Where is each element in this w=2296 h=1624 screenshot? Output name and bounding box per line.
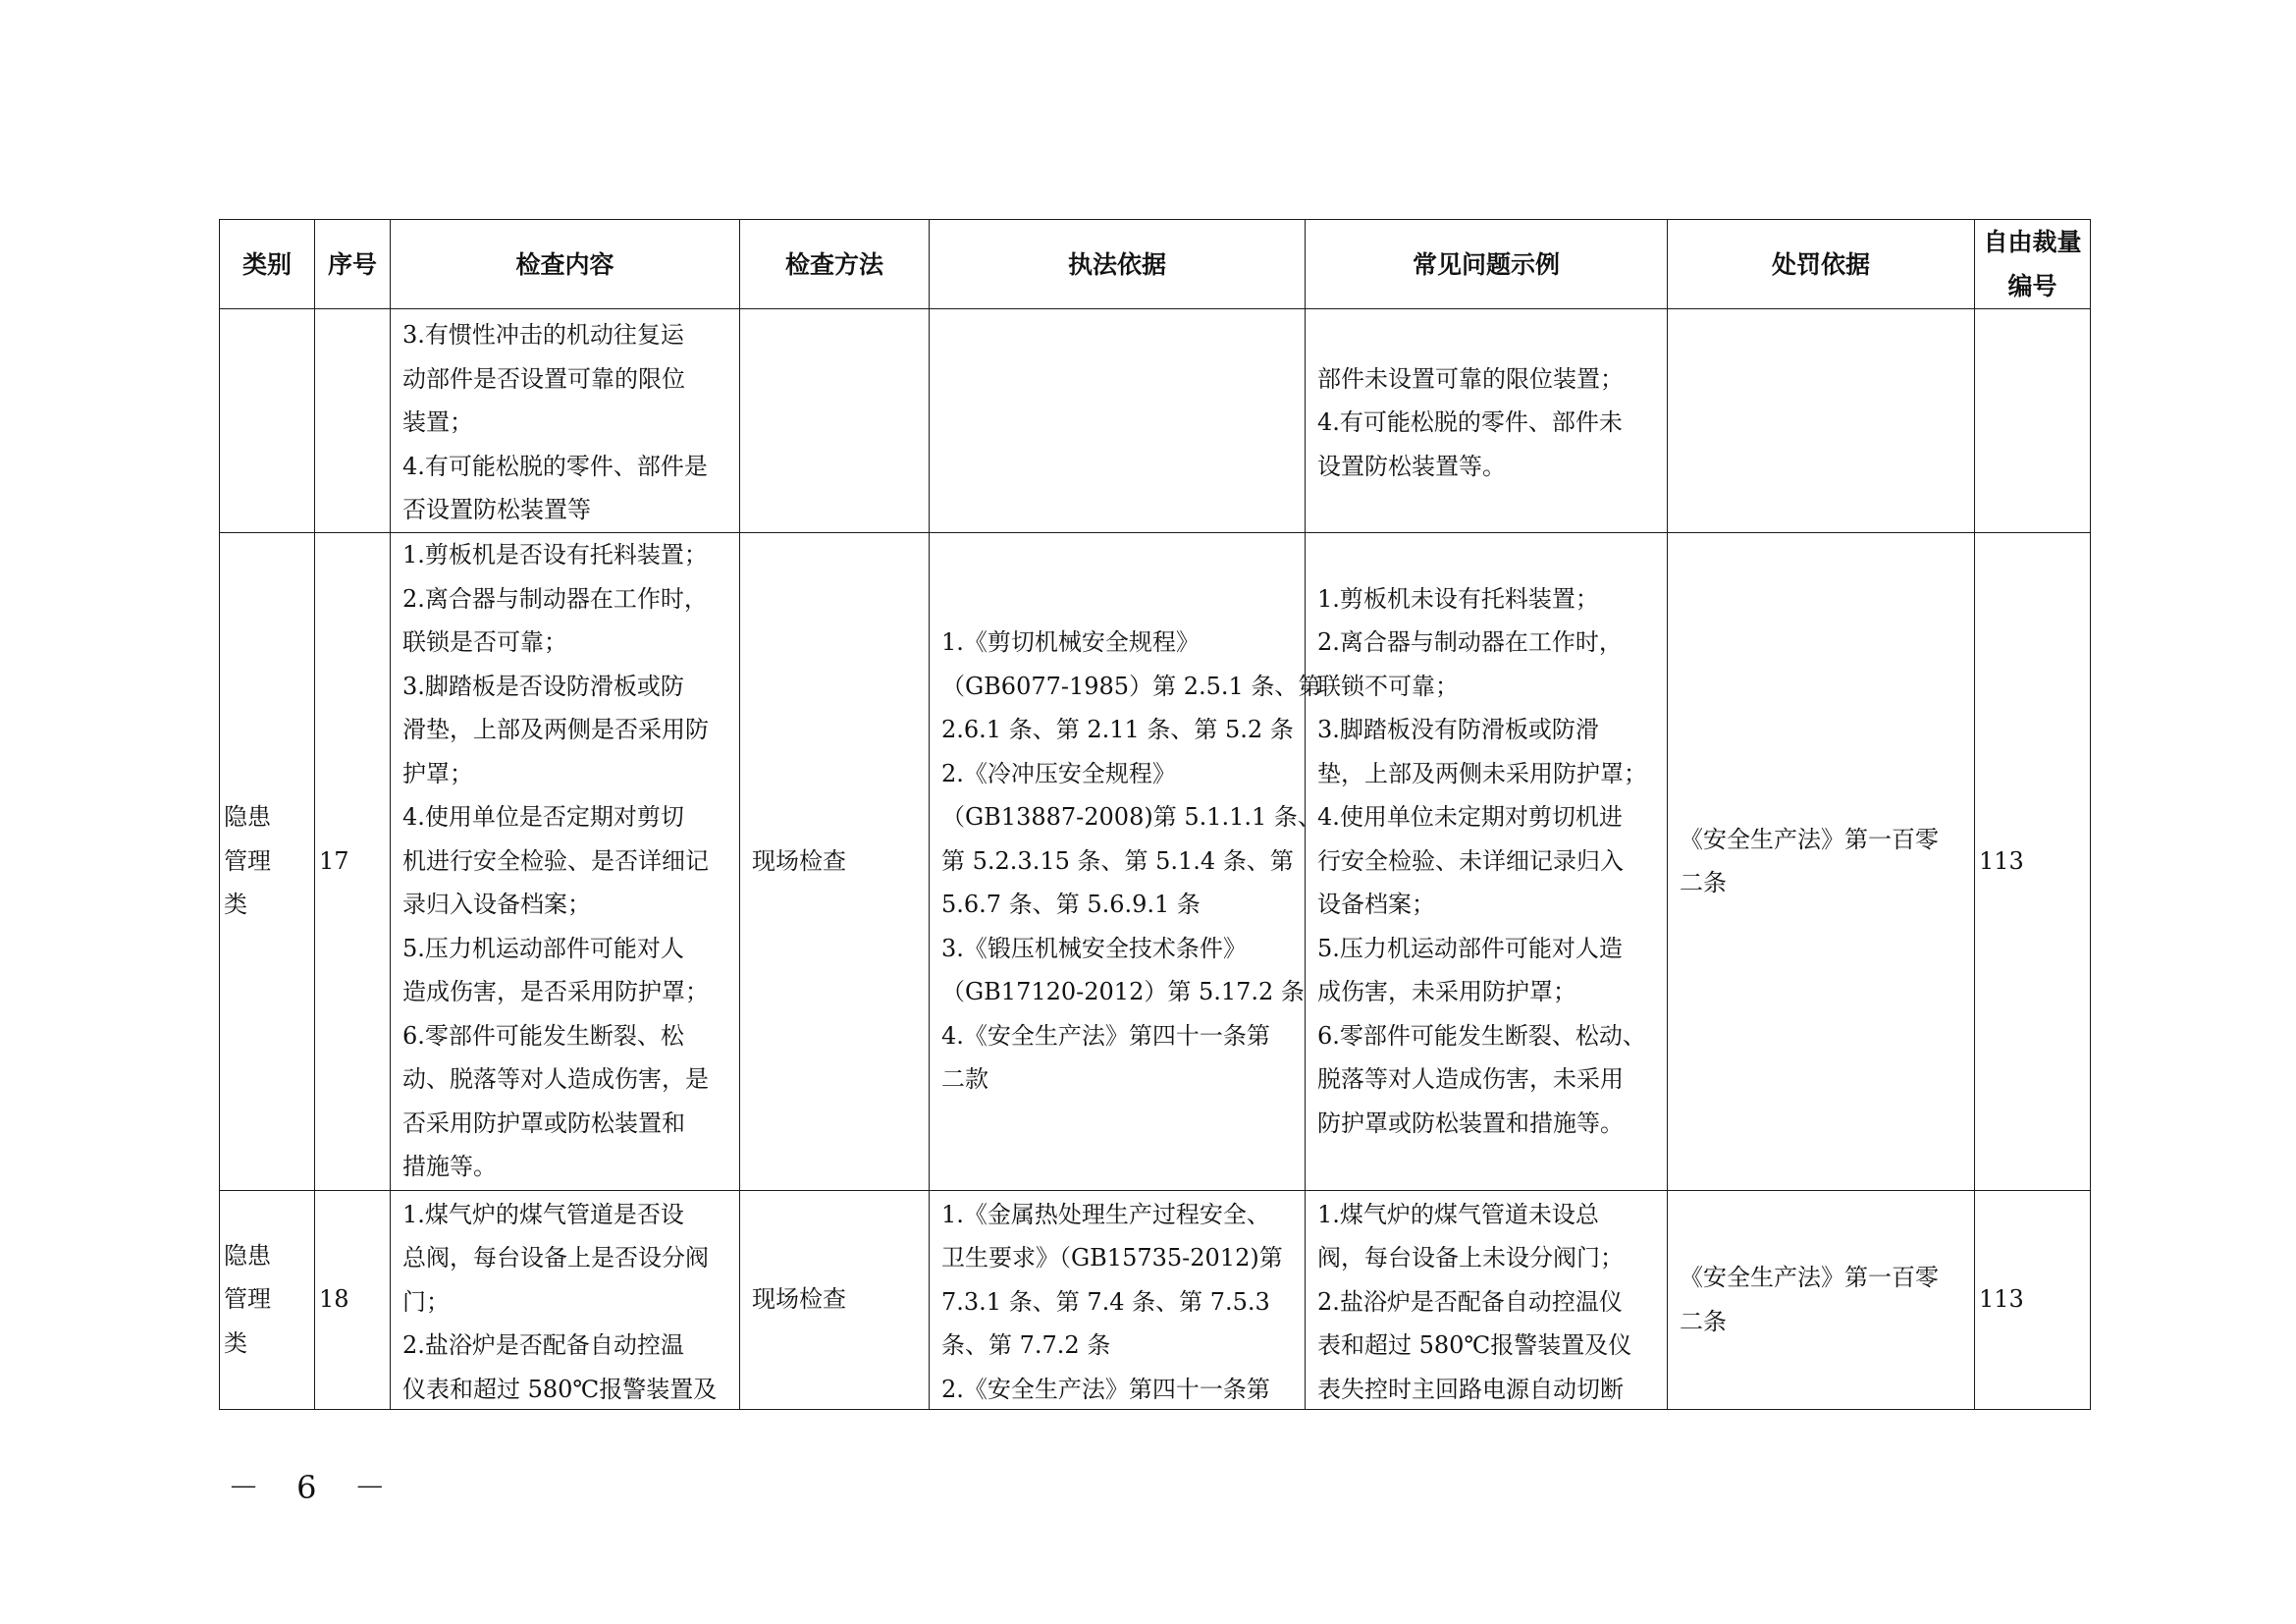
cell-line: 5.压力机运动部件可能对人 — [402, 934, 684, 962]
cell-content — [391, 532, 740, 1190]
header-penalty — [1668, 220, 1975, 309]
cell-penalty — [1668, 309, 1975, 533]
cell-line: 动部件是否设置可靠的限位 — [402, 364, 685, 393]
cell-line: 类别 — [241, 249, 292, 279]
cell-seq — [315, 309, 391, 533]
cell-line: 造成伤害，是否采用防护罩； — [402, 978, 709, 1006]
cell-line: 4.《安全生产法》第四十一条第 — [941, 1021, 1270, 1050]
cell-line: 设置防松装置等。 — [1317, 452, 1506, 480]
cell-penalty — [1668, 1190, 1975, 1409]
cell-line: 2.《冷冲压安全规程》 — [941, 759, 1176, 787]
cell-line: 2.盐浴炉是否配备自动控温仪 — [1317, 1287, 1623, 1316]
cell-line: 3.脚踏板是否设防滑板或防 — [402, 672, 684, 700]
cell-category — [220, 309, 315, 533]
header-content — [391, 220, 740, 309]
page-number: － 6 － — [228, 1469, 400, 1506]
cell-line: 总阀，每台设备上是否设分阀 — [402, 1244, 709, 1272]
cell-line: 18 — [319, 1285, 349, 1314]
cell-line: 动、脱落等对人造成伤害，是 — [402, 1065, 709, 1094]
cell-line: 113 — [1979, 1285, 2024, 1314]
cell-category — [220, 532, 315, 1190]
inspection-table — [219, 219, 2091, 1410]
table-header-row — [220, 220, 2091, 309]
cell-line: （GB13887-2008)第 5.1.1.1 条、 — [941, 803, 1321, 832]
cell-line: 仪表和超过 580℃报警装置及 — [402, 1375, 718, 1403]
cell-discretion — [1975, 1190, 2091, 1409]
cell-line: 自由裁 — [1983, 228, 2057, 256]
cell-line: 《安全生产法》第一百零 — [1680, 825, 1939, 853]
cell-line: 管理 — [224, 1285, 271, 1314]
cell-line: 2.盐浴炉是否配备自动控温 — [402, 1331, 684, 1359]
cell-line: 类 — [224, 1328, 247, 1357]
cell-line: 2.6.1 条、第 2.11 条、第 5.2 条 — [941, 716, 1294, 744]
cell-line: 垫，上部及两侧未采用防护罩； — [1317, 759, 1647, 787]
cell-line: 《安全生产法》第一百零 — [1680, 1264, 1939, 1291]
cell-line: 6.零部件可能发生断裂、松 — [402, 1021, 684, 1050]
cell-line: 护罩； — [402, 759, 473, 787]
cell-line: 脱落等对人造成伤害，未采用 — [1317, 1065, 1624, 1094]
cell-line: 3.有惯性冲击的机动往复运 — [402, 321, 684, 349]
cell-line: 第 5.2.3.15 条、第 5.1.4 条、第 — [941, 846, 1294, 875]
cell-line: 二款 — [941, 1065, 988, 1094]
cell-examples — [1306, 309, 1668, 533]
cell-line: 1.剪板机是否设有托料装置； — [402, 541, 708, 569]
cell-line: 卫生要求》（GB15735-2012)第 — [941, 1244, 1283, 1272]
cell-content — [391, 1190, 740, 1409]
table-row — [220, 1190, 2091, 1409]
cell-line: 装置； — [402, 408, 473, 436]
cell-line: 行安全检验、未详细记录归入 — [1317, 846, 1624, 875]
cell-line: 1.《金属热处理生产过程安全、 — [941, 1200, 1270, 1228]
cell-line: 防护罩或防松装置和措施等。 — [1317, 1109, 1624, 1137]
cell-examples — [1306, 532, 1668, 1190]
cell-line: 4.有可能松脱的零件、部件是 — [402, 452, 708, 480]
cell-line: 阀，每台设备上未设分阀门； — [1317, 1244, 1624, 1272]
cell-line: 类 — [224, 891, 247, 919]
header-basis — [930, 220, 1306, 309]
cell-line: 表和超过 580℃报警装置及仪 — [1317, 1331, 1632, 1359]
table-row — [220, 309, 2091, 533]
cell-seq — [315, 532, 391, 1190]
cell-line: 否设置防松装置等 — [402, 496, 591, 523]
cell-line: 1.《剪切机械安全规程》 — [941, 628, 1200, 657]
cell-line: 录归入设备档案； — [402, 891, 591, 919]
cell-line: 1.剪板机未设有托料装置； — [1317, 584, 1599, 613]
cell-seq — [315, 1190, 391, 1409]
cell-line: 设备档案； — [1317, 891, 1435, 919]
cell-line: 6.零部件可能发生断裂、松动、 — [1317, 1021, 1646, 1050]
cell-line: 113 — [1979, 846, 2024, 875]
cell-method — [740, 1190, 930, 1409]
cell-line: （GB6077-1985）第 2.5.1 条、第 — [941, 672, 1322, 700]
cell-line: 检查内容 — [515, 249, 614, 279]
cell-line: 3.脚踏板没有防滑板或防滑 — [1317, 716, 1599, 744]
cell-category — [220, 1190, 315, 1409]
cell-line: 现场检查 — [752, 846, 846, 875]
cell-line: 机进行安全检验、是否详细记 — [402, 846, 709, 875]
header-examples — [1306, 220, 1668, 309]
cell-line: 二条 — [1680, 869, 1727, 896]
cell-line: 条、第 7.7.2 条 — [941, 1331, 1111, 1359]
cell-line: 管理 — [224, 846, 271, 875]
cell-discretion — [1975, 309, 2091, 533]
cell-line: 措施等。 — [402, 1153, 497, 1181]
header-seq — [315, 220, 391, 309]
cell-line: 5.6.7 条、第 5.6.9.1 条 — [941, 891, 1201, 919]
cell-line: 检查方法 — [784, 249, 883, 279]
cell-content — [391, 309, 740, 533]
cell-line: 处罚依据 — [1771, 249, 1870, 279]
cell-line: 现场检查 — [752, 1285, 846, 1314]
cell-line: （GB17120-2012）第 5.17.2 条 — [941, 978, 1305, 1006]
cell-line: 17 — [319, 846, 349, 875]
header-category — [220, 220, 315, 309]
cell-basis — [930, 532, 1322, 1190]
cell-line: 4.使用单位是否定期对剪切 — [402, 803, 684, 832]
cell-line: 4.使用单位未定期对剪切机进 — [1317, 803, 1623, 832]
cell-line: 隐患 — [224, 1241, 271, 1270]
cell-line: 号 — [352, 249, 378, 279]
cell-line: 量编号 — [2007, 228, 2082, 300]
cell-line: 部件未设置可靠的限位装置； — [1317, 364, 1624, 393]
cell-line: 隐患 — [224, 803, 271, 832]
cell-line: 7.3.1 条、第 7.4 条、第 7.5.3 — [941, 1287, 1270, 1316]
cell-line: 3.《锻压机械安全技术条件》 — [941, 934, 1247, 962]
cell-basis — [930, 309, 1306, 533]
header-method — [740, 220, 930, 309]
cell-method — [740, 309, 930, 533]
cell-line: 二条 — [1680, 1307, 1727, 1335]
cell-line: 1.煤气炉的煤气管道未设总 — [1317, 1200, 1599, 1228]
cell-line: 序 — [327, 249, 352, 279]
cell-line: 4.有可能松脱的零件、部件未 — [1317, 408, 1623, 436]
cell-line: 5.压力机运动部件可能对人造 — [1317, 934, 1623, 962]
cell-discretion — [1975, 532, 2091, 1190]
cell-line: 联锁是否可靠； — [402, 628, 567, 657]
cell-line: 2.《安全生产法》第四十一条第 — [941, 1375, 1270, 1403]
cell-line: 否采用防护罩或防松装置和 — [402, 1109, 685, 1137]
cell-line: 成伤害，未采用防护罩； — [1317, 978, 1576, 1006]
header-discretion — [1975, 220, 2091, 309]
cell-penalty — [1668, 532, 1975, 1190]
cell-method — [740, 532, 930, 1190]
cell-line: 表失控时主回路电源自动切断 — [1317, 1375, 1624, 1403]
cell-line: 滑垫，上部及两侧是否采用防 — [402, 716, 709, 744]
cell-line: 2.离合器与制动器在工作时， — [402, 584, 708, 613]
cell-examples — [1306, 1190, 1668, 1409]
cell-line: 联锁不可靠； — [1317, 672, 1459, 700]
cell-basis — [930, 1190, 1306, 1409]
cell-line: 2.离合器与制动器在工作时， — [1317, 628, 1623, 657]
table-row — [220, 532, 2091, 1190]
cell-line: 常见问题示例 — [1412, 249, 1560, 279]
cell-line: 门； — [402, 1287, 450, 1316]
cell-line: 1.煤气炉的煤气管道是否设 — [402, 1200, 684, 1228]
cell-line: 执法依据 — [1067, 249, 1166, 279]
